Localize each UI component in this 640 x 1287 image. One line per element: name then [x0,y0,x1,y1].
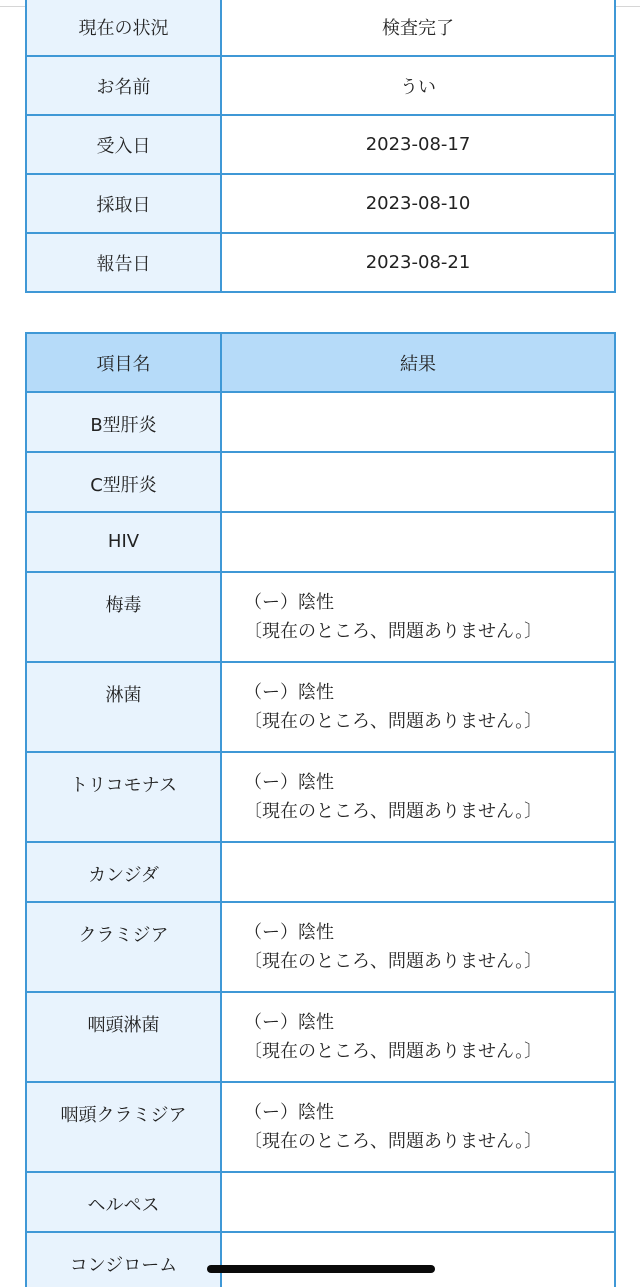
collected-date-label: 採取日 [26,174,221,233]
name-row [26,56,615,115]
item-name: 咽頭クラミジア [26,1082,221,1172]
item-name: 梅毒 [26,572,221,662]
collected-date-row [26,174,615,233]
table-row [26,1082,615,1172]
item-name: C型肝炎 [26,452,221,512]
result-status: （ー）陰性 [244,1102,334,1123]
item-result [221,902,615,992]
status-table [25,0,616,293]
item-name: クラミジア [26,902,221,992]
result-note: 〔現在のところ、問題ありません。〕 [244,711,543,732]
report-date-row [26,233,615,292]
item-result [221,842,615,902]
table-row [26,1172,615,1232]
table-row [26,842,615,902]
item-name: カンジダ [26,842,221,902]
table-row [26,1232,615,1287]
item-result [221,1172,615,1232]
status-label: 現在の状況 [26,0,221,56]
item-result [221,1082,615,1172]
received-date-label: 受入日 [26,115,221,174]
received-date-row [26,115,615,174]
result-status: （ー）陰性 [244,772,334,793]
item-name: HIV [26,512,221,572]
item-name: コンジローム [26,1232,221,1287]
result-note: 〔現在のところ、問題ありません。〕 [244,621,543,642]
result-status: （ー）陰性 [244,1012,334,1033]
report-date-value: 2023-08-21 [221,233,615,292]
result-note: 〔現在のところ、問題ありません。〕 [244,951,543,972]
item-result [221,662,615,752]
name-value: うい [221,56,615,115]
name-label: お名前 [26,56,221,115]
result-note: 〔現在のところ、問題ありません。〕 [244,801,543,822]
result-status: （ー）陰性 [244,922,334,943]
result-status: （ー）陰性 [244,592,334,613]
item-name: B型肝炎 [26,392,221,452]
item-result [221,752,615,842]
item-result [221,992,615,1082]
item-result [221,572,615,662]
table-row [26,392,615,452]
home-indicator-bar[interactable] [207,1265,435,1273]
table-row [26,572,615,662]
item-result [221,392,615,452]
table-row [26,512,615,572]
result-column-header: 結果 [221,333,615,392]
result-note: 〔現在のところ、問題ありません。〕 [244,1131,543,1152]
status-row [26,0,615,56]
item-name: 淋菌 [26,662,221,752]
received-date-value: 2023-08-17 [221,115,615,174]
table-row [26,452,615,512]
item-result [221,1232,615,1287]
report-date-label: 報告日 [26,233,221,292]
item-name: トリコモナス [26,752,221,842]
result-note: 〔現在のところ、問題ありません。〕 [244,1041,543,1062]
results-header-row [26,333,615,392]
result-status: （ー）陰性 [244,682,334,703]
item-column-header: 項目名 [26,333,221,392]
table-row [26,752,615,842]
table-row [26,992,615,1082]
table-row [26,662,615,752]
item-name: 咽頭淋菌 [26,992,221,1082]
item-result [221,452,615,512]
item-result [221,512,615,572]
results-table [25,332,616,1287]
table-row [26,902,615,992]
collected-date-value: 2023-08-10 [221,174,615,233]
status-value: 検査完了 [221,0,615,56]
item-name: ヘルペス [26,1172,221,1232]
